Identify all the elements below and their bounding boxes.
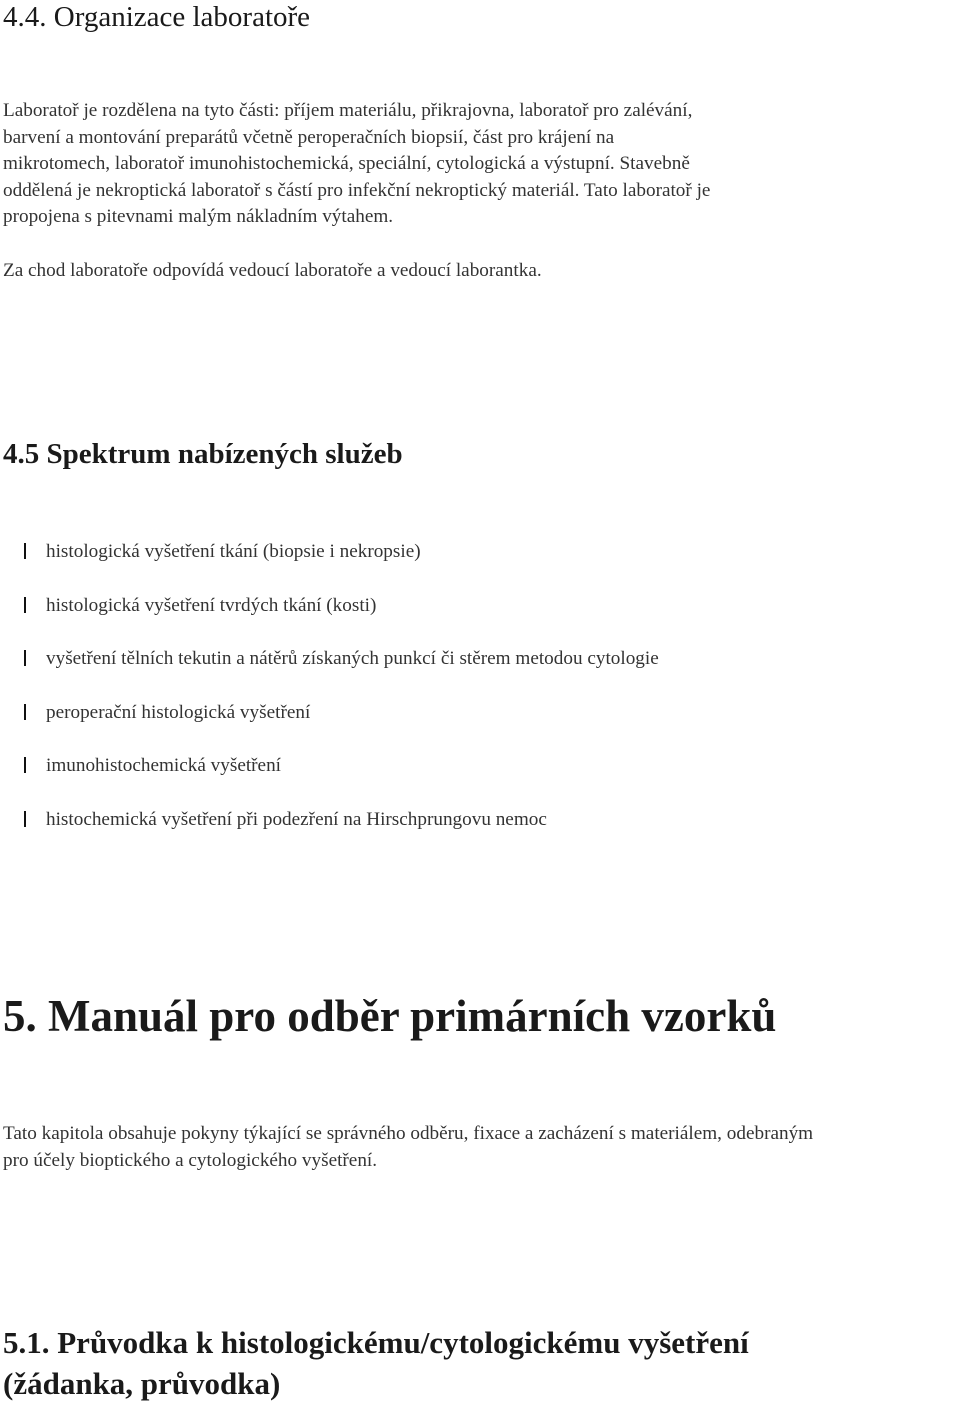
chapter-5-heading: 5. Manuál pro odběr primárních vzorků — [3, 991, 777, 1041]
bullet-marker — [24, 597, 26, 613]
list-item-text: vyšetření tělních tekutin a nátěrů získaných punkcí či stěrem metodou cytologie — [46, 648, 659, 669]
list-item-text: imunohistochemická vyšetření — [46, 755, 281, 776]
paragraph-line: Tato kapitola obsahuje pokyny týkající se správného odběru, fixace a zacházení s materiálem, odebraným — [3, 1123, 814, 1144]
heading-line: 5.1. Průvodka k histologickému/cytologickému vyšetření — [3, 1325, 749, 1360]
paragraph-line: pro účely bioptického a cytologického vyšetření. — [3, 1149, 378, 1171]
section-4-4-heading: 4.4. Organizace laboratoře — [3, 1, 311, 33]
bullet-marker — [24, 757, 26, 773]
list-item-text: histochemická vyšetření při podezření na Hirschprungovu nemoc — [46, 809, 547, 830]
paragraph-line: Laboratoř je rozdělena na tyto části: příjem materiálu, přikrajovna, laboratoř pro zalévání, — [3, 100, 693, 121]
paragraph-line: oddělená je nekroptická laboratoř s částí pro infekční nekroptický materiál. Tato laboratoř je — [3, 179, 711, 201]
section-4-4-paragraph-2: Za chod laboratoře odpovídá vedoucí laboratoře a vedoucí laborantka. — [3, 260, 542, 281]
list-item-text: histologická vyšetření tkání (biopsie i nekropsie) — [46, 541, 421, 562]
section-4-5-heading: 4.5 Spektrum nabízených služeb — [3, 438, 403, 470]
section-5-1-heading — [3, 1322, 749, 1404]
bullet-marker — [24, 543, 26, 559]
section-4-4-paragraph — [3, 98, 960, 231]
paragraph-line: mikrotomech, laboratoř imunohistochemická, speciální, cytologická a výstupní. Stavebně — [3, 153, 690, 174]
list-item-text: peroperační histologická vyšetření — [46, 702, 311, 723]
paragraph-line: propojena s pitevnami malým nákladním výtahem. — [3, 206, 394, 227]
heading-line: (žádanka, průvodka) — [3, 1366, 281, 1401]
paragraph-line: barvení a montování preparátů včetně peroperačních biopsií, část pro krájení na — [3, 126, 615, 148]
list-item-text: histologická vyšetření tvrdých tkání (kosti) — [46, 595, 377, 616]
bullet-marker — [24, 704, 26, 720]
bullet-marker — [24, 650, 26, 666]
bullet-marker — [24, 811, 26, 827]
chapter-5-intro — [3, 1121, 960, 1174]
